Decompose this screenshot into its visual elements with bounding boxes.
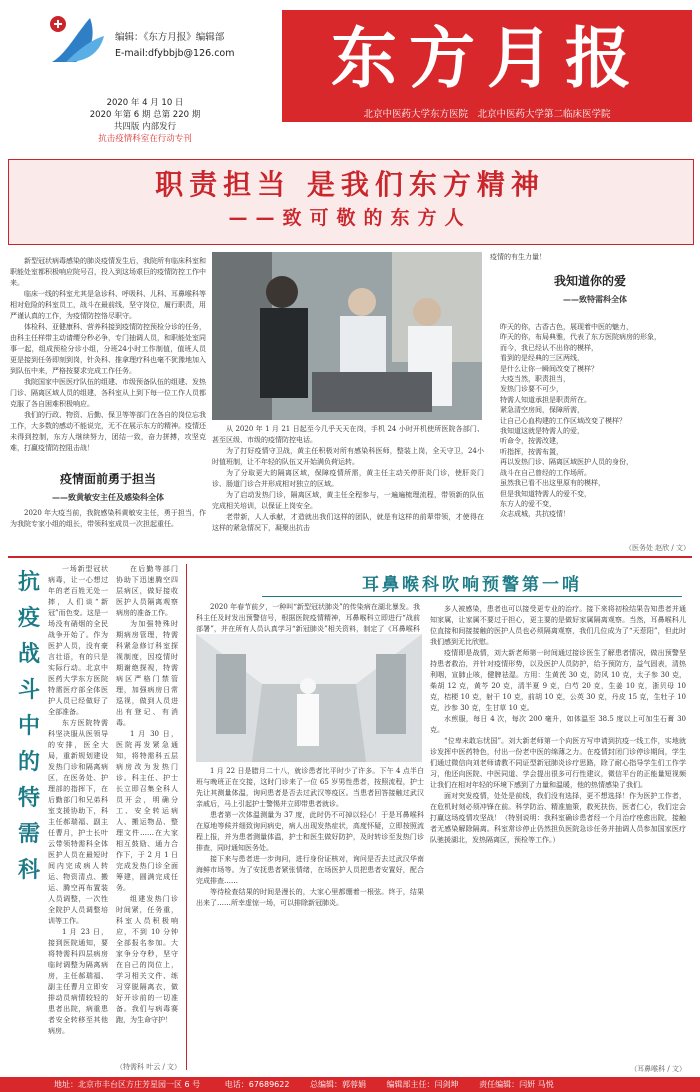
ent-col1: 1 月 22 日是腊月二十八，就诊患者比平时少了许多。下午 4 点半白班与晚班正在交接，这时门诊来了一位 65 岁男性患者，按照流程，护士先让其测量体温，询问患者是否去过武汉等疫区。当患者回答接触过武汉亲戚后，马上引起护士警惕并立即带患者就诊。 患者第一次体温测量为 37 度，此时仍不可掉以轻心！于是耳鼻喉科在原地等候并细致询问病史，病人出现发热症状，高度怀疑，立即按照流程上报，并为患者测量体温，护士和医生做好防护，及时转诊至发热门诊排查，同时通知医务处。 接下来与患者进一步询问，进行身份证核对，询问是否去过武汉华南海鲜市场等。为了安抚患者紧张情绪，在场医护人员把患者安置好，配合完成排查…… 等待检查结果的时间是漫长的，大家心里都绷着一根弦。终于，结果出来了……所幸虚惊一场，可以排除新冠肺炎。 (196, 767, 424, 907)
vertical-title-char: 战 (17, 642, 40, 667)
article-left-byline: ——致黄敏安主任及感染科全体 (52, 493, 164, 502)
hospital-line: 北京中医药大学东方医院 北京中医药大学第二临床医学院 (363, 109, 611, 120)
poem-body (500, 322, 690, 520)
vertical-title-char: 科 (17, 858, 40, 883)
vertical-title-char: 中 (17, 714, 40, 739)
poem-line: 大疫当然，职责担当， (500, 375, 570, 384)
paper-name: 东方月报 (331, 20, 643, 97)
special-col1: 一场新型冠状病毒，让一心想过年的老百姓无处一摔，人们谈“新冠”而色变。这是一场没有硝烟的全民战争开始了。作为医护人员，没有豪言壮语，有的只是实际行动。北京中医药大学东方医院特需医疗部全体医护人员已经做好了全部准备。 东方医院特需科坚决服从医领导的安排，医全大局，重新规划建设发热门诊和隔离病区，在医务处、护理部的指挥下，在后勤部门和兄弟科室支援协助下，科主任郝瑞福、副主任曹月，护士长叶云带领特需科全体医护人员在最短时间内完成病人转运、物资清点、搬运、腾空再布置装人员调整，一次性全院护人员调整培训等工作。 1 月 23 日，接到医院通知，要将特需科四层病房临时调整为隔离病房，主任郝瑞福、副主任曹月立即安排动员病情较轻的患者出院，病重患者安全转移至其他病房。 (48, 565, 108, 1035)
issue-pages: 共四版 内部发行 (113, 122, 177, 132)
photo-corridor-ppe (196, 634, 422, 762)
poem-line: 但是我知道特需人的爱不变， (500, 489, 591, 498)
poem-line: 听命令，按需改建， (500, 437, 563, 446)
vertical-title-char: 需 (17, 822, 40, 847)
article-top-col2: 从 2020 年 1 月 21 日起至今几乎天天在岗，手机 24 小时开机使所医院各部门、甚至区级、市级的疫情防控电话。 为了打好疫情守卫战，黄主任积极对所有感染科医师，整装上岗，全天守卫，24小时值班制，让不年轻的队伍又开始满负荷运转。 为了分取更大的隔离区域，保障疫情所需，黄主任主动关停肝炎门诊，使肝炎门诊、肠道门诊合并形成相对独立的区域。 为了启动发热门诊，隔离区域，黄主任全程参与，一遍遍梳理流程，带领新的队伍完成相关培训，以保证上岗安全。 老带新，人人承献，才造就出我们这样的团队，就是有这样的前辈带领，才使得在这样的紧急情况下，凝聚出抗击 (212, 425, 484, 532)
email: E-mail:dfybbjb@126.com (115, 48, 235, 59)
poem-line: 虽然我已看不出这里原有的模样， (500, 479, 605, 488)
vertical-title-char: 抗 (17, 570, 40, 595)
issue-number: 2020 年第 6 期 总第 220 期 (89, 110, 201, 120)
ent-signature: （耳鼻喉科 / 文） (630, 1065, 686, 1073)
poem-line: 让自己心血构建的工作区域改变了模样？ (500, 416, 626, 425)
vertical-title-char: 的 (17, 750, 40, 775)
poem-byline: ——致特需科全体 (563, 295, 627, 304)
article-top-col1: 新型冠状病毒感染的肺炎疫情发生后，我院所有临床科室和职能处室都积极响应院号召，投入到这场艰巨的疫情防控工作中来。 临床一线的科室尤其是急诊科、呼吸科、儿科、耳鼻喉科等相对危险的科室员工，战斗在最前线，坚守岗位，履行职责，用严谨认真的工作，为疫情防控恪尽职守。 体检科、亚健康科、营养科接到疫情防控预检分诊的任务，由科主任样带主动请缨分秒必争，专门抽调人员，和职能处室同事一起，组成预检分诊小组，分班24小时工作制值，值班人员更是接到任务即刻到岗，针灸科、推拿理疗科也毫不犹豫地加入到队伍中来，严格按要求完成工作任务。 我院国家中医医疗队伍的组建、市级预备队伍的组建、发热门诊、隔离区域人员的组建，各科室从上到下每一位工作人员都克服了各自困难积极响应。 我们的行政、物资、后勤、保卫等等部门在各自的岗位忘我工作，大多数的感动不能说完，无不在展示东方的精神。疫情还未得到控制，东方人继续努力，团结一致，奋力拼搏，攻坚克难，打赢疫情防控阻击战！ (10, 257, 206, 452)
article-left-title: 疫情面前勇于担当 (59, 472, 156, 486)
photo-doctors-meeting (212, 252, 482, 420)
poem-line: 我知道这就是特需人的爱， (500, 427, 584, 436)
editor-label: 编辑：《东方月报》编辑部 (115, 32, 225, 43)
poem-line: 昨天的你，古香古色，展现着中医的魅力， (500, 323, 633, 331)
poem-title: 我知道你的爱 (553, 274, 626, 288)
footer-duty-editor: 责任编辑：闫妍 马悦 (479, 1080, 554, 1089)
poem-line: 是什么让你一瞬间改变了模样？ (500, 364, 598, 373)
ent-article-title: 耳鼻喉科吹响预警第一哨 (362, 575, 582, 595)
footer-chief-editor: 总编辑：郭蓉娟 (310, 1080, 366, 1089)
ent-title-rule (262, 596, 682, 597)
footer-bar (0, 1077, 700, 1092)
poem-signature: （医务处 赵欣 / 文） (624, 544, 690, 552)
poem-lead: 疫情的有生力量！ (490, 253, 546, 261)
vertical-title-char: 疫 (17, 606, 40, 631)
poem-line: 特需人知道承担是职责所在。 (500, 395, 591, 404)
poem-line: 东方人的爱不变， (500, 499, 556, 508)
footer-exec-editor: 编辑部主任：闫剑坤 (386, 1080, 459, 1089)
section-divider (8, 556, 692, 558)
special-col2: 在后勤等部门协助下迅速腾空四层病区，做好接收医护人员隔离观察病房的准备工作。 为加强特殊时期病房管理，特需科紧急修订科室探视制度，因疫情时期谢绝探视，特需病区严格门禁管理，加强病房日常巡视，做到人员进出有登记、有消毒。 1 月 30 日，医院再发紧急通知，将特需科五层病房改为发热门诊。科主任、护士长立即召集全科人员开会，明确分工、安全转运病人、搬运物品、整理文件……在大家相互鼓励、通力合作下，于 2 月 1 日完成发热门诊全面筹建，圆满完成任务。 组建发热门诊时间紧，任务重，科室人员积极响应，不到 10 分钟全部报名参加。大家争分夺秒，坚守在自己的岗位上，学习相关文件、练习穿脱隔离衣，做好开诊前的一切准备。我们与病毒赛跑，为生命守护！ (116, 565, 178, 1024)
special-signature: （特需科 叶云 / 文） (116, 1063, 182, 1071)
poem-line: 发热门诊要不可少， (500, 385, 563, 394)
poem-line: 紧急清空房间，保障所需， (500, 406, 584, 415)
article-left-body: 2020 年大疫当前，我院感染科黄敏安主任，勇于担当，作为我院专家小组的组长，带领科室成员一次担起重任。 (10, 509, 206, 528)
vertical-title-char: 斗 (17, 678, 40, 703)
hospital-logo (46, 14, 108, 66)
poem-line: 昨天的你，布局典雅，代表了东方医院病房的形象， (500, 333, 661, 342)
special-edition: 抗击疫情科室在行动专刊 (98, 134, 192, 144)
poem-line: 而今，我已经认不出你的模样， (500, 343, 598, 352)
vertical-title-char: 特 (17, 786, 40, 811)
column-rule (186, 564, 187, 1070)
poem-line: 听指挥，按需布置， (500, 447, 563, 456)
headline-main: 职责担当 是我们东方精神 (155, 168, 545, 201)
poem-line: 看到的是经典的三区两线， (500, 354, 584, 363)
headline-sub: ——致可敬的东方人 (228, 207, 472, 229)
special-section-title (12, 565, 46, 889)
poem-line: 再以发热门诊、隔离区域医护人员的身份， (500, 458, 633, 467)
footer-address: 地址：北京市丰台区方庄芳星园一区 6 号 (54, 1080, 201, 1089)
ent-intro: 2020 年春节前夕，一种叫“新型冠状肺炎”的传染病在湖北暴发。我科主任及时发出预警信号，根据医院疫情精神，耳鼻喉科立即进行“战前部署”，并在所有人员认真学习“新冠肺炎”相关资料，制定了《耳鼻喉科 (196, 603, 420, 633)
ent-col2: 多人被感染，患者也可以接受更专业的治疗。接下来将初检结果告知患者并通知家属，让家属不要过于担心，更主要的是做好家属隔离观察。当然，耳鼻喉科儿位直接和间接接触的医护人员也必须隔离观察，我们几位成为了“天惹阳”，但此时我们感到无比欣慰。 疫情即是战情，刘大新老师第一时间通过接诊医生了解患者情况，做出预警坚持患者救治，并针对疫情形势，以及医护人员防护，给予预防方，益气固表，清热利咽，宣肺止咳，健脾祛湿。方用：生黄芪 30 克，防风 10 克，太子参 30 克，柴胡 12 克，黄芩 20 克，清半夏 9 克，白芍 20 克，生姜 10 克，浙贝母 10 克，桔梗 10 克，射干 10 克，前胡 10 克，公英 30 克，丹皮 15 克，生牡子 10 克，沙参 30 克，生甘草 10 克。 水煎服，每日 4 次，每次 200 毫升，如体温至 38.5 度以上可加生石膏 30 克。 “位卑未敢忘忧国”。刘大新老师第一个向医方写申请到抗疫一线工作，实地就诊发挥中医药特色，付出一份老中医的绵薄之力。在疫情封闭门诊停诊期间，学生们通过微信向刘老师请教不同证型新冠肺炎诊疗思路，除了耐心指导学生们工作学习，他还向医院、中医同道、学会提出很多可行性建议，微信平台的正能量短视频让我们在相对年轻的环境下感到了力量和温暖，他的热情感染了我们。 面对突发疫情，处处是前线，我们没有选择，更不想选择！作为医护工作者，在危机时刻必须冲锋在前。科学防治、精准施策，救死扶伤，医者仁心，我们定会打赢这场疫情攻坚战！（特别说明：我科室确诊患者经一个月治疗痊愈出院，接触者无感染解除隔离。科室常诊停止仍然担负医院急诊任务并抽调人员参加国家医疗队驰援湖北，发热隔离区，预检等工作。） (430, 605, 686, 844)
footer-phone: 电话：67689622 (224, 1080, 290, 1089)
poem-line: 众志成城，共抗疫情！ (500, 510, 570, 519)
issue-date: 2020 年 4 月 10 日 (106, 98, 184, 108)
poem-line: 战斗在自己曾经的工作场所。 (500, 468, 591, 477)
